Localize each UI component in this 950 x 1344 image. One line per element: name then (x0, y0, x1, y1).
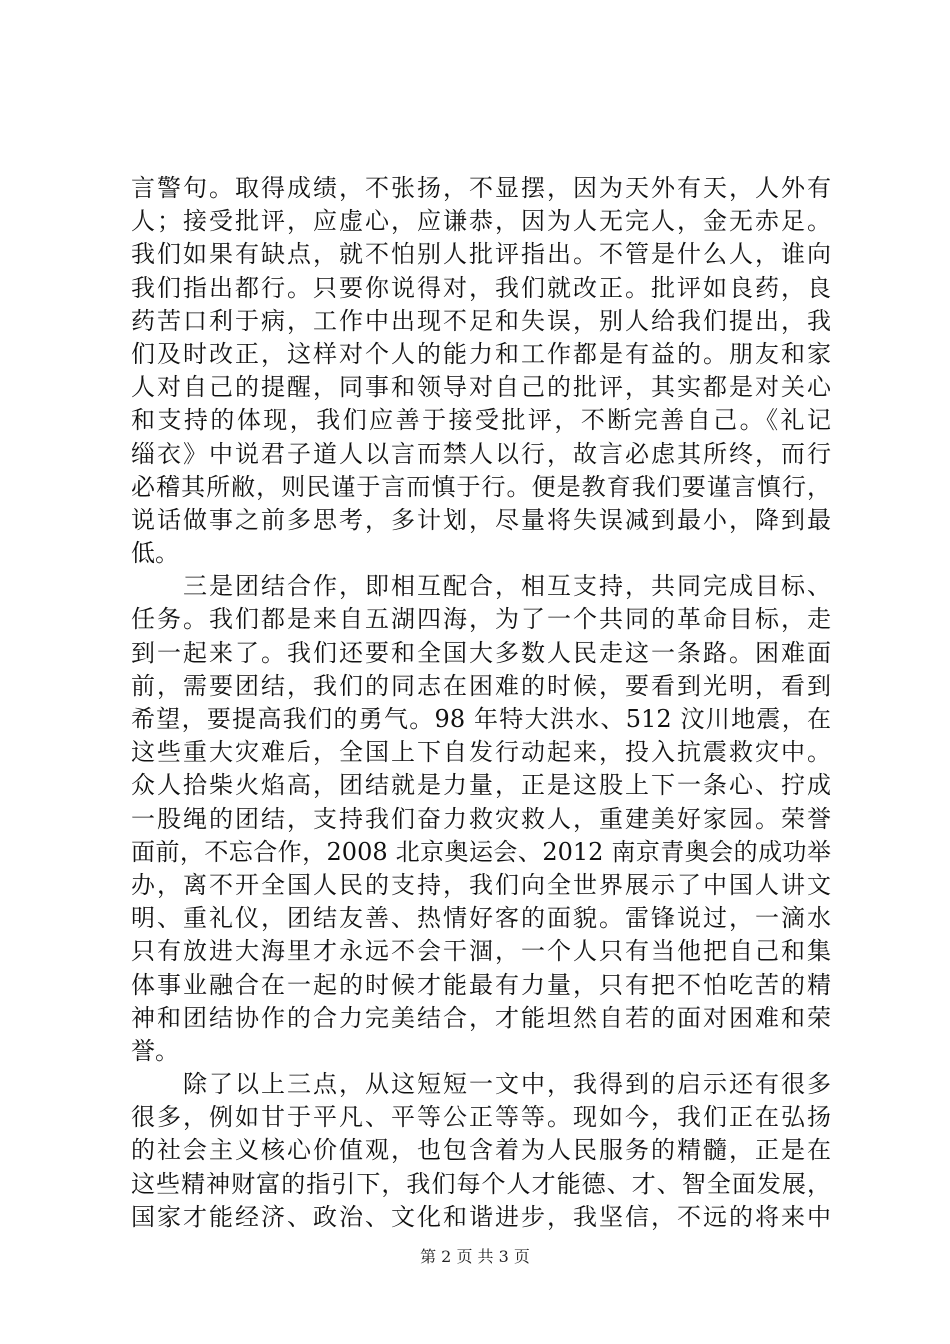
text-line: 希望，要提高我们的勇气。98 年特大洪水、512 汶川地震，在 (131, 705, 831, 733)
text-line: 和支持的体现，我们应善于接受批评，不断完善自己。《礼记 (131, 406, 831, 435)
text-line: 任务。我们都是来自五湖四海，为了一个共同的革命目标，走 (131, 605, 831, 634)
text-line: 只有放进大海里才永远不会干涸，一个人只有当他把自己和集 (131, 937, 831, 966)
text-line: 必稽其所敝，则民谨于言而慎于行。便是教育我们要谨言慎行， (131, 472, 831, 501)
text-line: 的社会主义核心价值观，也包含着为人民服务的精髓，正是在 (131, 1136, 831, 1165)
text-line: 缁衣》中说君子道人以言而禁人以行，故言必虑其所终，而行 (131, 439, 831, 468)
text-line: 说话做事之前多思考，多计划，尽量将失误减到最小，降到最 (131, 505, 831, 534)
text-line: 神和团结协作的合力完美结合，才能坦然自若的面对困难和荣 (131, 1003, 831, 1032)
text-line: 面前，不忘合作，2008 北京奥运会、2012 南京青奥会的成功举 (131, 837, 831, 866)
text-line: 我们如果有缺点，就不怕别人批评指出。不管是什么人，谁向 (131, 240, 831, 269)
page-footer: 第 2 页 共 3 页 (420, 1247, 530, 1266)
text-line: 我们指出都行。只要你说得对，我们就改正。批评如良药，良 (131, 273, 831, 302)
text-line: 低。 (131, 539, 179, 568)
text-line: 前，需要团结，我们的同志在困难的时候，要看到光明，看到 (131, 671, 831, 700)
text-line: 体事业融合在一起的时候才能最有力量，只有把不怕吃苦的精 (131, 970, 831, 999)
text-line: 明、重礼仪，团结友善、热情好客的面貌。雷锋说过，一滴水 (131, 904, 831, 933)
text-line: 誉。 (131, 1036, 179, 1065)
text-line: 除了以上三点，从这短短一文中，我得到的启示还有很多 (131, 1070, 831, 1099)
text-line: 药苦口利于病，工作中出现不足和失误，别人给我们提出，我 (131, 306, 831, 335)
text-line: 三是团结合作，即相互配合，相互支持，共同完成目标、 (131, 572, 831, 601)
text-line: 众人拾柴火焰高，团结就是力量，正是这股上下一条心、拧成 (131, 771, 831, 800)
text-line: 很多，例如甘于平凡、平等公正等等。现如今，我们正在弘扬 (131, 1103, 831, 1132)
text-line: 言警句。取得成绩，不张扬，不显摆，因为天外有天，人外有 (131, 174, 831, 202)
text-line: 们及时改正，这样对个人的能力和工作都是有益的。朋友和家 (131, 339, 831, 368)
body-text (131, 172, 831, 1234)
text-line: 这些重大灾难后，全国上下自发行动起来，投入抗震救灾中。 (131, 738, 831, 767)
text-line: 这些精神财富的指引下，我们每个人才能德、才、智全面发展， (131, 1169, 831, 1198)
text-line: 人；接受批评，应虚心，应谦恭，因为人无完人，金无赤足。 (131, 207, 831, 236)
text-line: 一股绳的团结，支持我们奋力救灾救人，重建美好家园。荣誉 (131, 804, 831, 833)
text-line: 国家才能经济、政治、文化和谐进步，我坚信，不远的将来中 (131, 1202, 831, 1231)
text-line: 人对自己的提醒，同事和领导对自己的批评，其实都是对关心 (131, 373, 831, 402)
text-line: 到一起来了。我们还要和全国大多数人民走这一条路。困难面 (131, 638, 831, 667)
text-line: 办，离不开全国人民的支持，我们向全世界展示了中国人讲文 (131, 870, 831, 899)
